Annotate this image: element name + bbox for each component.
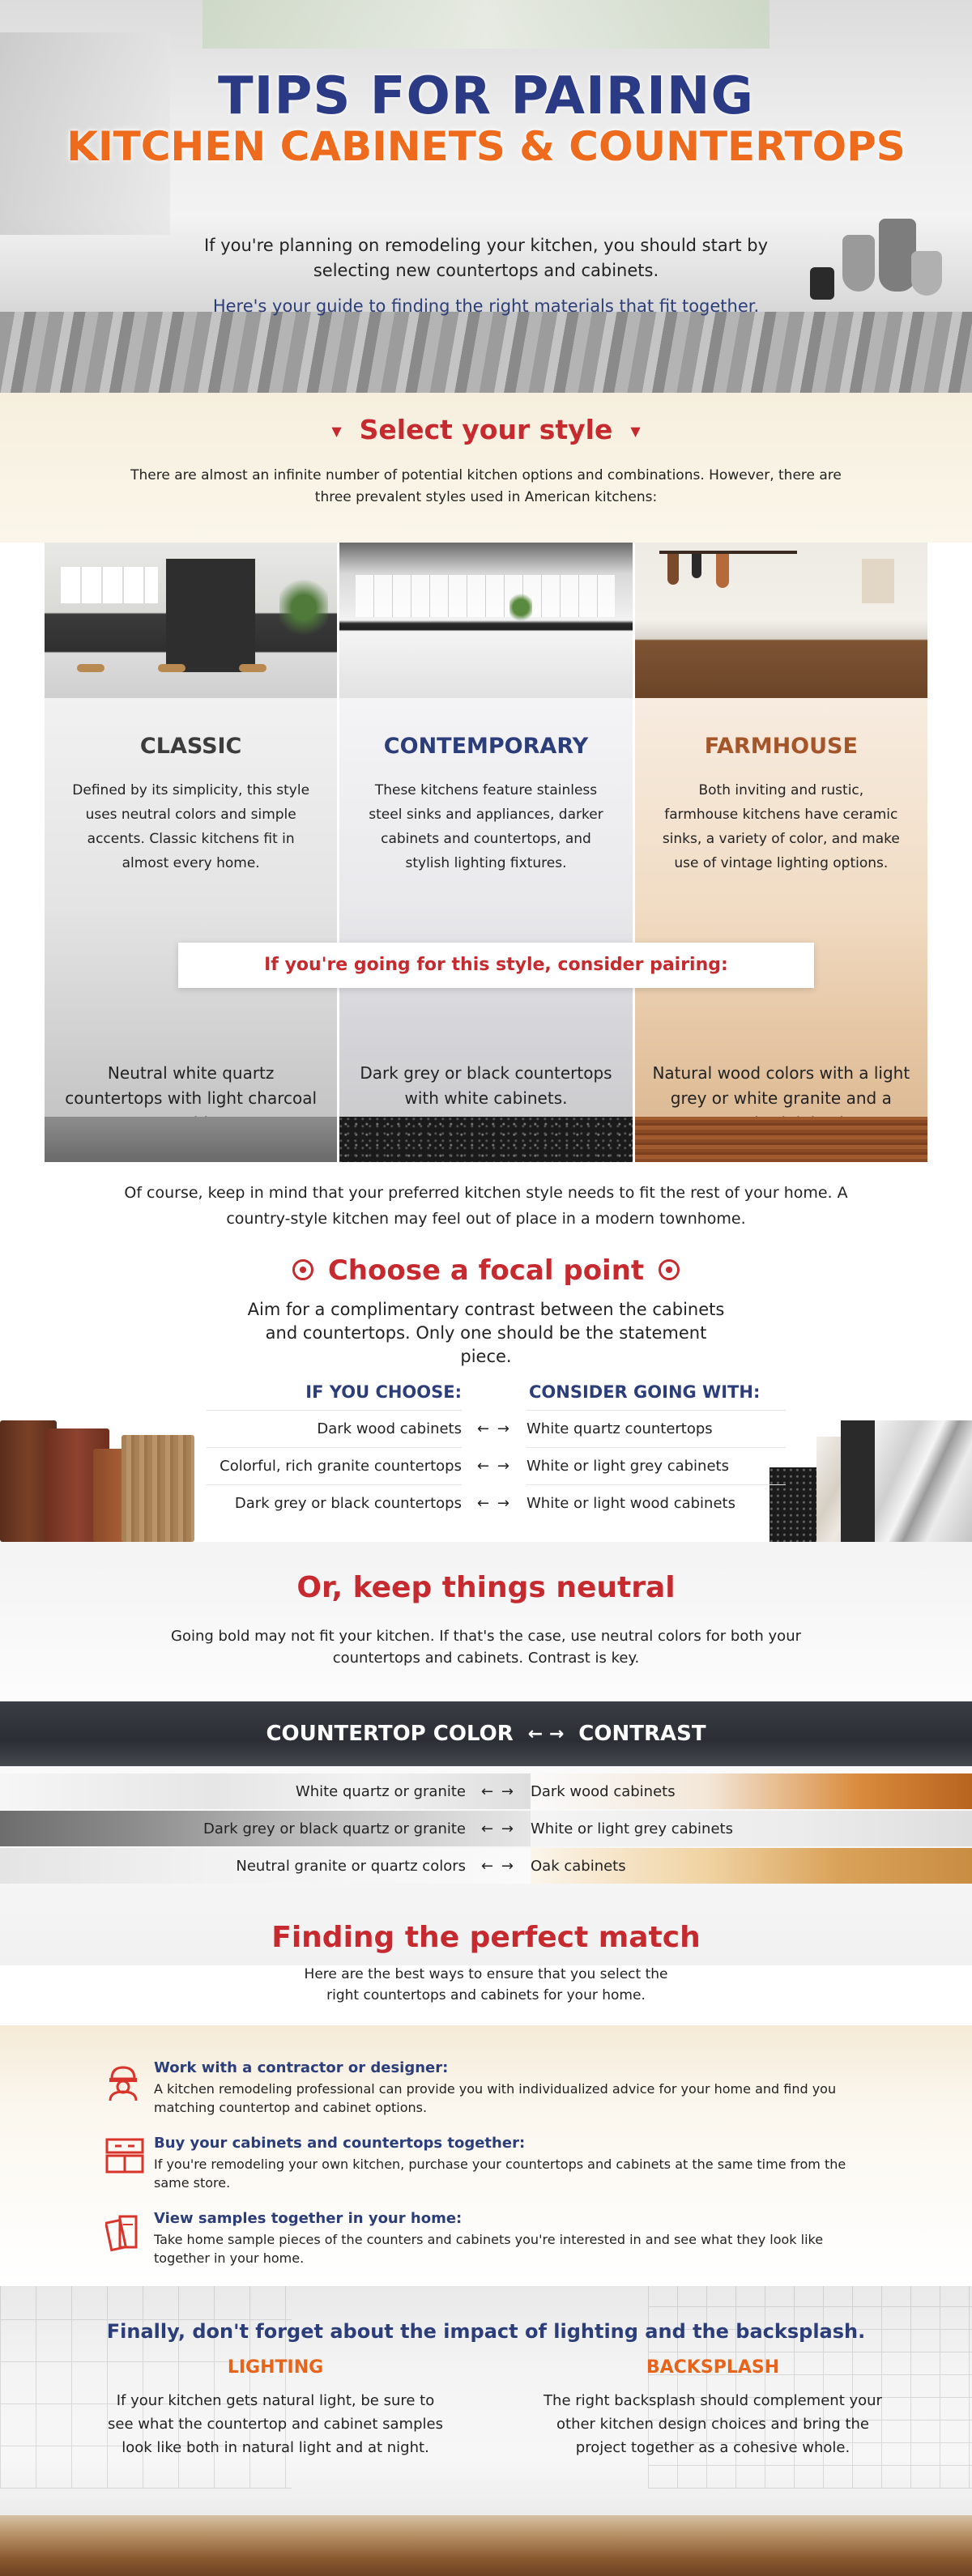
kitchen-utensils-image [834,202,948,316]
style-description-farmhouse: Both inviting and rustic, farmhouse kitchens have ceramic sinks, a variety of color, and make use of vintage lighting options. [662,782,900,871]
match-heading: Finding the perfect match [271,1921,701,1954]
tip-title: View samples together in your home: [154,2210,463,2227]
neutral-heading: Or, keep things neutral [296,1571,676,1604]
style-column-farmhouse [635,543,927,1162]
arrows-icon: ← → [477,1457,511,1475]
focal-point-section [0,1254,972,1542]
style-note: Of course, keep in mind that your preferred kitchen style needs to fit the rest of your home. A country-style kitchen may feel out of place in a modern townhome. [124,1184,848,1228]
contemporary-kitchen-photo [339,543,632,698]
farmhouse-body [635,698,927,1162]
tip-item [105,2135,850,2192]
contractor-icon [105,2059,154,2117]
caret-down-icon: ▼ [630,424,641,439]
neutral-col-countertop: COUNTERTOP COLOR [266,1722,514,1746]
table-row [0,1811,972,1846]
arrows-icon: ← → [477,1420,511,1437]
backsplash-text: The right backsplash should complement your other kitchen design choices and bring the project together as a cohesive whole. [544,2392,882,2456]
cabinet-icon [105,2135,154,2192]
cabinet-doors-image [0,1412,202,1542]
neutral-table-header [0,1701,972,1766]
final-heading: Finally, don't forget about the impact of lighting and the backsplash. [106,2320,866,2343]
match-heading-block [0,1892,972,2003]
focal-consider-cell: White or light wood cabinets [526,1484,786,1522]
lighting-text: If your kitchen gets natural light, be sure to see what the countertop and cabinet samples look like both in natural light and at night. [108,2392,443,2456]
style-heading-section [0,393,972,543]
pairing-banner: If you're going for this style, consider pairing: [178,943,814,988]
tip-text: A kitchen remodeling professional can provide you with individualized advice for your home and find you matching countertop and cabinet options. [154,2081,837,2115]
arrows-icon: ← → [527,1723,565,1744]
focal-heading [0,1254,972,1287]
backsplash-title: BACKSPLASH [646,2357,780,2378]
focal-table-header [207,1382,790,1402]
style-description-classic: Defined by its simplicity, this style uses neutral colors and simple accents. Classic kitchens fit in almost every home. [72,782,310,871]
table-row [0,1848,972,1884]
neutral-text: Going bold may not fit your kitchen. If that's the case, use neutral colors for both your countertops and cabinets. Contrast is key. [171,1628,801,1667]
table-row [207,1484,790,1522]
style-column-classic [45,543,337,1162]
style-description-contemporary: These kitchens feature stainless steel sinks and appliances, darker cabinets and countertops, and stylish lighting fixtures. [369,782,603,871]
hero-section [0,0,972,393]
tip-text: If you're remodeling your own kitchen, purchase your countertops and cabinets at the same time from the same store. [154,2157,846,2191]
focal-consider-cell: White or light grey cabinets [526,1447,786,1484]
arrows-icon: ← → [481,1857,515,1875]
hero-intro: If you're planning on remodeling your kitchen, you should start by selecting new countertops and cabinets. [203,236,769,280]
table-row [207,1447,790,1484]
arrows-icon: ← → [481,1820,515,1837]
caret-down-icon: ▼ [331,424,342,439]
hero-title-line1: TIPS FOR PAIRING [218,66,754,126]
hero-title-line2: KITCHEN CABINETS & COUNTERTOPS [66,123,906,170]
focal-choose-cell: Dark wood cabinets [207,1410,462,1447]
wood-countertop-image [0,2515,972,2576]
style-name-farmhouse: FARMHOUSE [704,734,858,759]
hero-guide: Here's your guide to finding the right materials that fit together. [212,296,760,316]
neutral-section [0,1542,972,2003]
style-pairing-classic: Neutral white quartz countertops with light charcoal [65,1063,318,1108]
countertop-samples-image [770,1412,972,1542]
style-name-classic: CLASSIC [139,734,242,759]
style-intro: There are almost an infinite number of potential kitchen options and combinations. However, there are three prevalent styles used in American kitchens: [130,467,842,505]
focal-subtitle: Aim for a complimentary contrast between the cabinets and countertops. Only one should be the statement piece. [247,1300,725,1366]
focal-choose-cell: Dark grey or black countertops [207,1484,462,1522]
contemporary-swatch [339,1117,632,1162]
match-text: Here are the best ways to ensure that you select the right countertops and cabinets for your home. [304,1966,668,2003]
neutral-countertop-cell: Dark grey or black quartz or granite [203,1820,466,1837]
focal-heading-text: Choose a focal point [327,1254,645,1287]
lighting-block [105,2357,446,2459]
arrows-icon: ← → [481,1782,515,1800]
table-row [207,1410,790,1447]
neutral-countertop-cell: Neutral granite or quartz colors [236,1857,466,1875]
style-pairing-farmhouse: Natural wood colors with a light grey or white granite and a [652,1063,910,1108]
hero-countertop-image [0,312,972,393]
table-row [0,1773,972,1809]
neutral-contrast-cell: Dark wood cabinets [531,1782,676,1800]
tip-title: Work with a contractor or designer: [154,2059,449,2076]
classic-body [45,698,337,1162]
neutral-col-contrast: CONTRAST [578,1722,706,1746]
style-name-contemporary: CONTEMPORARY [383,734,589,759]
style-pairing-contemporary: Dark grey or black countertops with white cabinets. [360,1063,612,1108]
tips-section [0,2025,972,2286]
style-heading-text: Select your style [359,414,613,445]
target-icon [292,1259,313,1280]
neutral-contrast-cell: White or light grey cabinets [531,1820,733,1837]
contemporary-body [339,698,632,1162]
farmhouse-kitchen-photo [635,543,927,698]
classic-kitchen-photo [45,543,337,698]
arrows-icon: ← → [477,1494,511,1512]
focal-col-consider: CONSIDER GOING WITH: [529,1382,761,1402]
style-column-contemporary [339,543,632,1162]
hero-window-background [202,0,770,49]
backsplash-block [543,2357,883,2459]
tip-item [105,2059,850,2117]
farmhouse-swatch [635,1117,927,1162]
focal-choose-cell: Colorful, rich granite countertops [207,1447,462,1484]
lighting-title: LIGHTING [227,2357,324,2378]
focal-col-choose: IF YOU CHOOSE: [305,1382,462,1402]
tip-text: Take home sample pieces of the counters and cabinets you're interested in and see what they look like together in your home. [154,2232,824,2266]
classic-swatch [45,1117,337,1162]
hero-title [0,66,972,170]
style-columns [45,543,927,1162]
samples-icon [105,2210,154,2267]
tip-title: Buy your cabinets and countertops together: [154,2135,526,2152]
focal-consider-cell: White quartz countertops [526,1410,786,1447]
style-heading [0,414,972,445]
target-icon [659,1259,680,1280]
neutral-countertop-cell: White quartz or granite [295,1782,466,1800]
neutral-table [0,1773,972,1885]
focal-table [207,1382,790,1522]
final-section [0,2286,972,2576]
tip-item [105,2210,850,2267]
neutral-contrast-cell: Oak cabinets [531,1857,626,1875]
